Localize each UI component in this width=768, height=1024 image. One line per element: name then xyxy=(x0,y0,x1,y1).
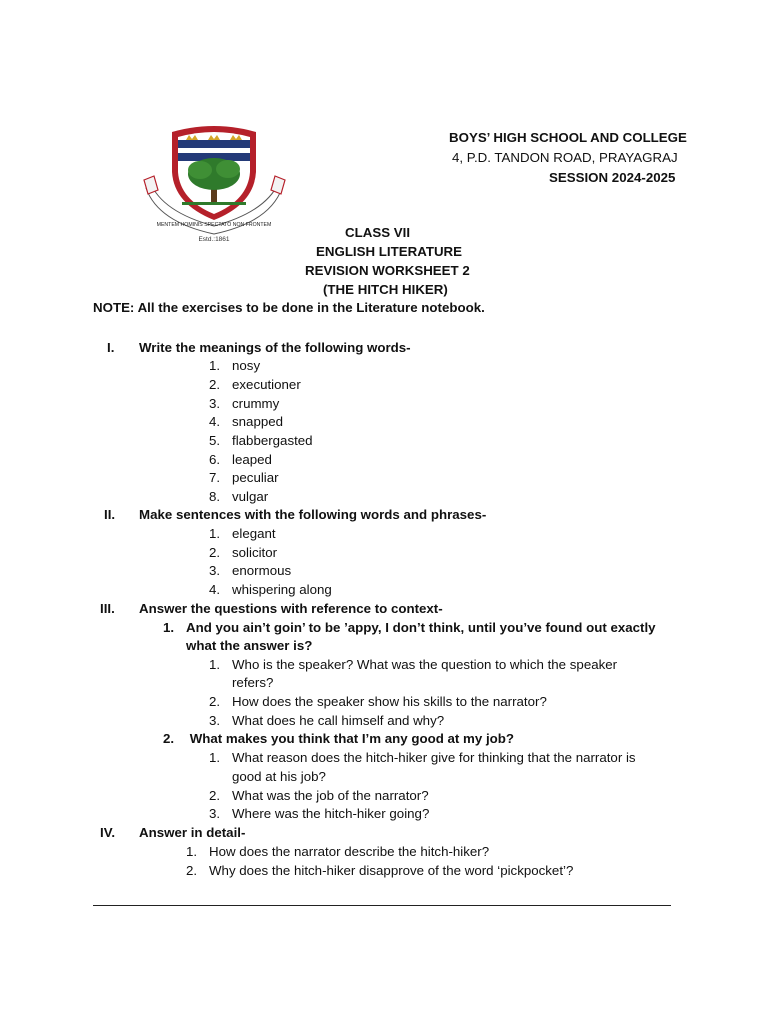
list-number: 2. xyxy=(209,377,221,392)
list-number: 4. xyxy=(209,582,221,597)
list-number: 2. xyxy=(209,788,221,803)
section-title: Write the meanings of the following words- xyxy=(139,340,411,355)
list-number: 7. xyxy=(209,470,221,485)
list-number: 2. xyxy=(209,545,221,560)
extract-number: 1. xyxy=(163,620,175,635)
list-number: 8. xyxy=(209,489,221,504)
list-item: whispering along xyxy=(232,582,332,597)
section-title: Make sentences with the following words and phrases- xyxy=(139,507,487,522)
section-title: Answer in detail- xyxy=(139,825,246,840)
list-number: 5. xyxy=(209,433,221,448)
subject-title: ENGLISH LITERATURE xyxy=(316,244,463,259)
list-number: 6. xyxy=(209,452,221,467)
section-title: Answer the questions with reference to context- xyxy=(139,601,443,616)
list-item: crummy xyxy=(232,396,280,411)
list-item: leaped xyxy=(232,452,272,467)
worksheet-title: REVISION WORKSHEET 2 xyxy=(305,263,470,278)
list-number: 3. xyxy=(209,396,221,411)
list-item: peculiar xyxy=(232,470,279,485)
extract-text: And you ain’t goin’ to be ’appy, I don’t think, until you’ve found out exactly xyxy=(186,620,656,635)
list-item: Why does the hitch-hiker disapprove of the word ‘pickpocket’? xyxy=(209,863,574,878)
school-address: 4, P.D. TANDON ROAD, PRAYAGRAJ xyxy=(452,150,678,165)
list-item: executioner xyxy=(232,377,301,392)
list-number: 3. xyxy=(209,806,221,821)
school-crest-logo xyxy=(142,122,287,244)
question-text: How does the speaker show his skills to the narrator? xyxy=(232,694,547,709)
list-item: snapped xyxy=(232,414,284,429)
list-number: 1. xyxy=(186,844,198,859)
list-item: solicitor xyxy=(232,545,278,560)
crest-motto: MENTEM HOMINIS SPECTATO NON FRONTEM xyxy=(156,222,272,228)
class-title: CLASS VII xyxy=(345,225,411,240)
list-item: nosy xyxy=(232,358,261,373)
list-item: flabbergasted xyxy=(232,433,313,448)
list-number: 1. xyxy=(209,657,221,672)
school-name: BOYS’ HIGH SCHOOL AND COLLEGE xyxy=(449,130,687,145)
question-text: Where was the hitch-hiker going? xyxy=(232,806,430,821)
extract-text: What makes you think that I’m any good at my job? xyxy=(186,731,515,746)
list-number: 2. xyxy=(209,694,221,709)
extract-text: what the answer is? xyxy=(186,638,313,653)
question-text: What reason does the hitch-hiker give for thinking that the narrator is xyxy=(232,750,636,765)
question-text: good at his job? xyxy=(232,769,326,784)
section-numeral: IV. xyxy=(100,825,116,840)
topic-title: (THE HITCH HIKER) xyxy=(323,282,448,297)
extract-number: 2. xyxy=(163,731,175,746)
bottom-divider xyxy=(93,905,671,906)
list-number: 2. xyxy=(186,863,198,878)
list-number: 1. xyxy=(209,526,221,541)
question-text: refers? xyxy=(232,675,274,690)
note: NOTE: All the exercises to be done in the Literature notebook. xyxy=(93,300,485,315)
list-item: How does the narrator describe the hitch-hiker? xyxy=(209,844,490,859)
question-text: Who is the speaker? What was the question to which the speaker xyxy=(232,657,618,672)
list-number: 1. xyxy=(209,358,221,373)
list-item: enormous xyxy=(232,563,292,578)
list-item: elegant xyxy=(232,526,276,541)
list-number: 3. xyxy=(209,563,221,578)
session: SESSION 2024-2025 xyxy=(549,170,676,185)
list-number: 4. xyxy=(209,414,221,429)
list-item: vulgar xyxy=(232,489,269,504)
crest-estd: Estd.:1861 xyxy=(198,236,230,243)
question-text: What was the job of the narrator? xyxy=(232,788,429,803)
list-number: 1. xyxy=(209,750,221,765)
section-numeral: I. xyxy=(107,340,115,355)
question-text: What does he call himself and why? xyxy=(232,713,445,728)
section-numeral: II. xyxy=(104,507,116,522)
list-number: 3. xyxy=(209,713,221,728)
section-numeral: III. xyxy=(100,601,115,616)
